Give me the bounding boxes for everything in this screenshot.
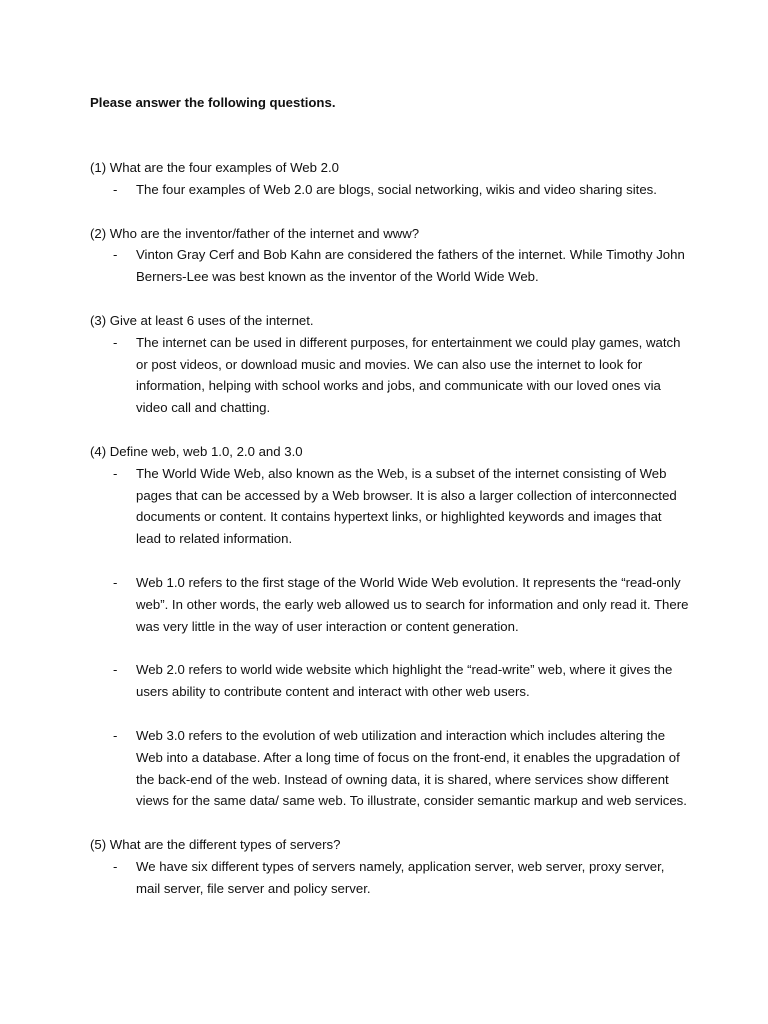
question-text: (5) What are the different types of servers?	[90, 837, 341, 853]
answer-text: Web 2.0 refers to world wide website which highlight the “read-write” web, where it gives the users ability to contribute content and interact with other web users.	[136, 662, 673, 700]
bullet-dash: -	[113, 662, 118, 678]
answer-text: We have six different types of servers namely, application server, web server, proxy server, mail server, file server and policy server.	[136, 858, 665, 896]
question-block-2	[90, 223, 690, 288]
bullet-dash: -	[113, 858, 118, 874]
bullet-dash: -	[113, 465, 118, 481]
question-block-3	[90, 310, 690, 419]
answer-item	[90, 725, 690, 812]
answer-text: The World Wide Web, also known as the Web, is a subset of the internet consisting of Web pages that can be accessed by a Web browser. It is also a larger collection of interconnected documents or content. It contains hypertext links, or highlighted keywords and images that lead to related information.	[136, 465, 677, 547]
bullet-dash: -	[113, 727, 118, 743]
answer-text: Vinton Gray Cerf and Bob Kahn are considered the fathers of the internet. While Timothy John Berners-Lee was best known as the inventor of the World Wide Web.	[136, 247, 685, 285]
question-block-5	[90, 834, 690, 899]
document-page	[90, 92, 690, 900]
question-block-4	[90, 441, 690, 812]
answer-item	[90, 332, 690, 419]
answer-item	[90, 463, 690, 550]
document-title: Please answer the following questions.	[90, 95, 336, 110]
bullet-dash: -	[113, 247, 118, 263]
answer-item	[90, 179, 690, 201]
bullet-dash: -	[113, 334, 118, 350]
question-block-1	[90, 157, 690, 201]
answer-item	[90, 856, 690, 900]
answer-item	[90, 659, 690, 703]
answer-item	[90, 572, 690, 637]
bullet-dash: -	[113, 574, 118, 590]
bullet-dash: -	[113, 181, 118, 197]
answer-item	[90, 244, 690, 288]
question-text: (2) Who are the inventor/father of the internet and www?	[90, 225, 420, 241]
answer-text: The internet can be used in different purposes, for entertainment we could play games, watch or post videos, or download music and movies. We can also use the internet to look for information, helping with school works and jobs, and communicate with our loved ones via video call and chatting.	[136, 334, 681, 416]
question-text: (1) What are the four examples of Web 2.0	[90, 160, 339, 175]
answer-text: Web 3.0 refers to the evolution of web utilization and interaction which includes altering the Web into a database. After a long time of focus on the front-end, it enables the upgradation of the back-end of the web. Instead of owning data, it is shared, where services show different views for the same data/ same web. To illustrate, consider semantic markup and web services.	[136, 727, 687, 809]
question-text: (4) Define web, web 1.0, 2.0 and 3.0	[90, 443, 303, 459]
answer-text: Web 1.0 refers to the first stage of the World Wide Web evolution. It represents the “read-only web”. In other words, the early web allowed us to search for information and only read it. There was very little in the way of user interaction or content generation.	[136, 574, 689, 634]
answer-text: The four examples of Web 2.0 are blogs, social networking, wikis and video sharing sites.	[136, 181, 657, 197]
question-text: (3) Give at least 6 uses of the internet.	[90, 312, 314, 328]
